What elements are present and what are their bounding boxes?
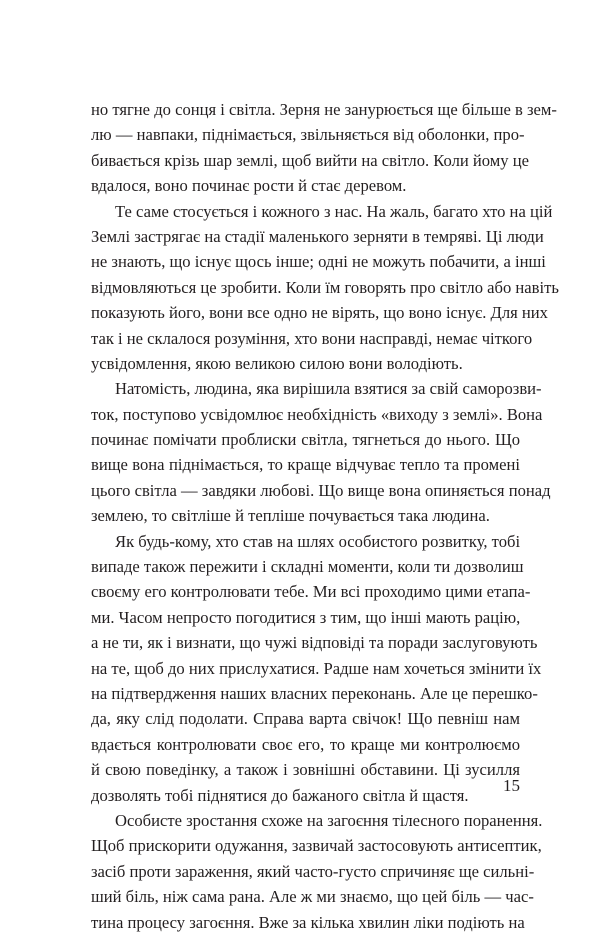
text-line: ший біль, ніж сама рана. Але ж ми знаємо, що цей біль — час- <box>91 887 534 907</box>
text-line: вдається контролювати своє его, то краще ми контролюємо <box>91 734 520 754</box>
text-line: Особисте зростання схоже на загоєння тілесного поранення. <box>115 810 543 830</box>
text-line: Натомість, людина, яка вирішила взятися за свій саморозви- <box>115 379 542 399</box>
text-line: починає помічати проблиски світла, тягнеться до нього. Що <box>91 430 520 450</box>
text-line: показують його, вони все одно не вірять, що воно існує. Для них <box>91 303 548 323</box>
text-line: засіб проти зараження, який часто-густо спричиняє ще сильні- <box>91 861 535 881</box>
text-line: лю — навпаки, піднімається, звільняється від оболонки, про- <box>91 125 525 145</box>
text-line: відмовляються це зробити. Коли їм говорять про світло або навіть <box>91 277 559 297</box>
text-line: випаде також пережити і складні моменти, коли ти дозволиш <box>91 557 524 577</box>
text-line: бивається крізь шар землі, щоб вийти на світло. Коли йому це <box>91 150 529 170</box>
text-line: на те, щоб до них прислухатися. Радше нам хочеться змінити їх <box>91 658 542 678</box>
text-line: на підтвердження наших власних переконань. Але це перешко- <box>91 683 538 703</box>
text-line: тина процесу загоєння. Вже за кілька хвилин ліки подіють на <box>91 912 525 932</box>
text-line: своєму его контролювати тебе. Ми всі проходимо цими етапа- <box>91 582 531 602</box>
text-line: цього світла — завдяки любові. Що вище вона опиняється понад <box>91 480 551 500</box>
text-line: Щоб прискорити одужання, зазвичай застосовують антисептик, <box>91 836 542 856</box>
text-line: вище вона піднімається, то краще відчуває тепло та промені <box>91 455 520 475</box>
text-line: но тягне до сонця і світла. Зерня не занурюється ще більше в зем- <box>91 100 557 119</box>
text-line: землею, то світліше й тепліше почувається така людина. <box>91 506 490 526</box>
text-line: Те саме стосується і кожного з нас. На жаль, багато хто на цій <box>115 201 553 221</box>
text-line: вдалося, воно починає рости й стає деревом. <box>91 176 407 196</box>
text-line: ми. Часом непросто погодитися з тим, що інші мають рацію, <box>91 607 521 627</box>
text-line: Як будь-кому, хто став на шлях особистого розвитку, тобі <box>115 531 521 551</box>
text-line: да, яку слід подолати. Справа варта свічок! Що певніш нам <box>91 709 520 729</box>
text-line: й свою поведінку, а також і зовнішні обставини. Ці зусилля <box>91 760 520 780</box>
text-line: ток, поступово усвідомлює необхідність «виходу з землі». Вона <box>91 404 543 424</box>
text-line: а не ти, як і визнати, що чужі відповіді та поради заслуговують <box>91 633 538 653</box>
text-line: Землі застрягає на стадії маленького зерняти в темряві. Ці люди <box>91 226 544 246</box>
page-number: 15 <box>503 776 520 795</box>
body-text <box>91 97 559 935</box>
text-line: так і не склалося розуміння, хто вони насправді, немає чіткого <box>91 328 533 348</box>
text-line: усвідомлення, якою великою силою вони володіють. <box>91 353 463 373</box>
text-line: не знають, що існує щось інше; одні не можуть побачити, а інші <box>91 252 546 272</box>
text-line: дозволять тобі піднятися до бажаного світла й щастя. <box>91 785 469 805</box>
